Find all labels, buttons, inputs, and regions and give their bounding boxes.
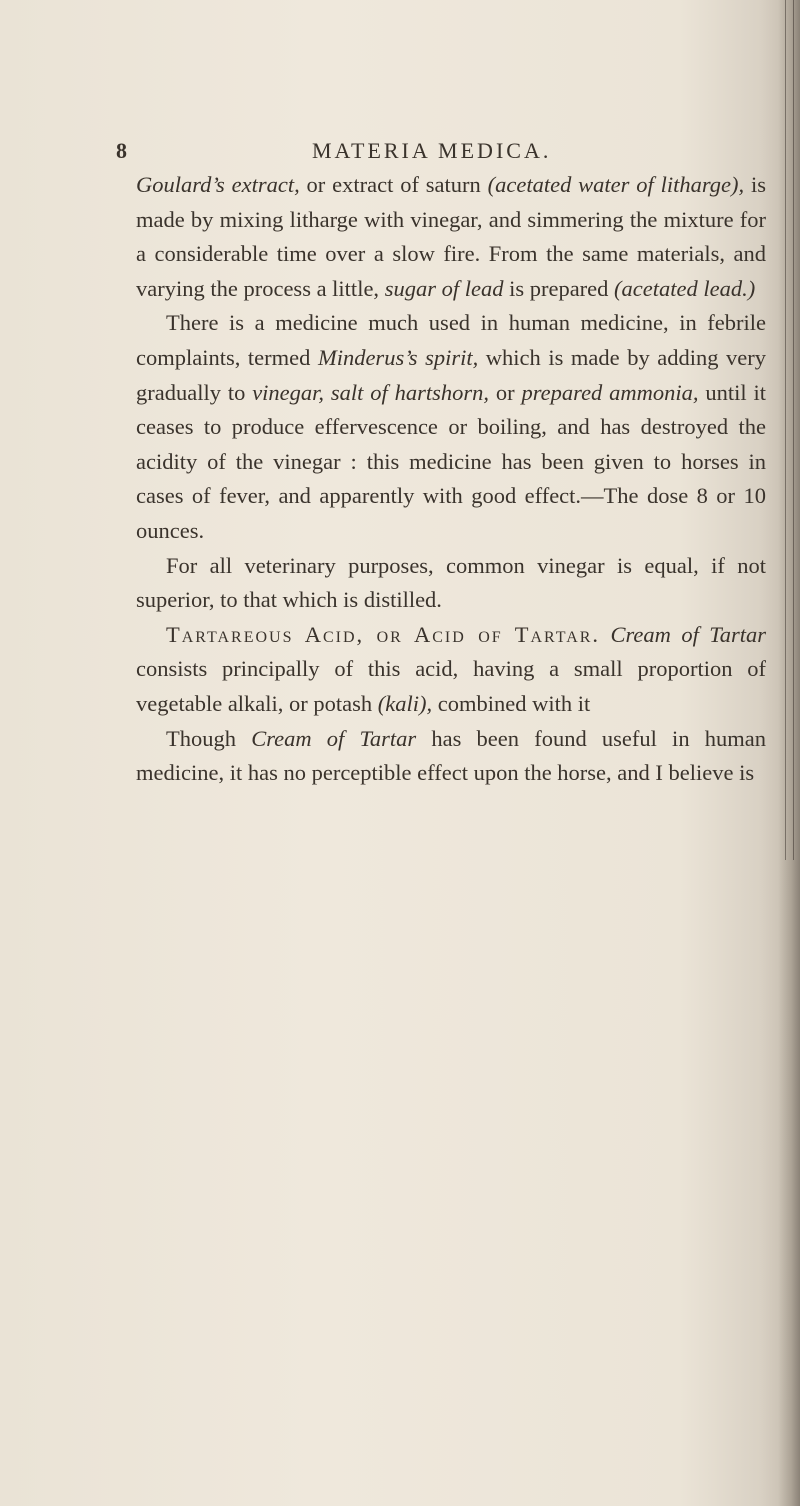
text-run: or extract of saturn [299, 172, 488, 197]
text-run: combined with it [432, 690, 591, 716]
page-header [116, 138, 730, 168]
binding-edge-line [793, 0, 794, 860]
text-run: prepared ammonia, [521, 379, 699, 405]
text-run: sugar of lead [384, 275, 504, 301]
section-heading: Tartareous Acid, or Acid of Tartar. [166, 621, 601, 647]
text-run [600, 622, 610, 647]
running-head: MATERIA MEDICA. [312, 138, 552, 163]
paragraph-tartar [136, 618, 766, 722]
text-run: Minderus’s spirit, [317, 344, 479, 370]
text-run: Cream of Tartar [251, 725, 417, 751]
text-run [324, 380, 331, 405]
text-run: or [489, 379, 522, 405]
text-run: salt of hartshorn, [330, 379, 490, 405]
paragraph-though [136, 722, 766, 791]
text-run: vinegar, [252, 379, 325, 405]
text-run: There is a medicine much used in human medicine, in febrile complaints, termed [136, 310, 766, 370]
text-run: is made by mixing litharge with vinegar, and simmering the mixture for a considerable time over a slow fire. From the same materials, and varying the process a little, [136, 172, 766, 301]
text-run: (acetated lead.) [614, 275, 756, 301]
binding-edge-line [785, 0, 786, 860]
paragraph-minderus [136, 306, 766, 548]
text-run: Goulard’s extract, [136, 172, 300, 197]
text-run: Though [166, 725, 252, 751]
text-run: consists principally of this acid, having a small proportion of vegetable alkali, or potash [136, 656, 766, 716]
page-edge-shadow [778, 0, 800, 1506]
text-run: (kali), [377, 690, 433, 716]
text-run: For all veterinary purposes, common vinegar is equal, if not superior, to that which is distilled. [136, 552, 766, 613]
page-body [136, 168, 766, 791]
text-run: until it ceases to produce effervescence or boiling, and has destroyed the acidity of the vinegar : this medicine has been given to horses in cases of fever, and apparently with good effect.—The dose 8 or 10 ounces. [136, 379, 766, 543]
text-run: is prepared [503, 275, 615, 301]
text-run: (acetated water of litharge), [487, 172, 745, 197]
paragraph-goulard [136, 168, 766, 306]
text-run: has been found useful in human medicine, it has no perceptible effect upon the horse, and I believe is [136, 725, 766, 786]
page-number: 8 [116, 138, 127, 163]
paragraph-veterinary [136, 549, 766, 618]
text-run: which is made by adding very gradually to [136, 344, 767, 405]
text-run: Cream of Tartar [610, 621, 766, 647]
